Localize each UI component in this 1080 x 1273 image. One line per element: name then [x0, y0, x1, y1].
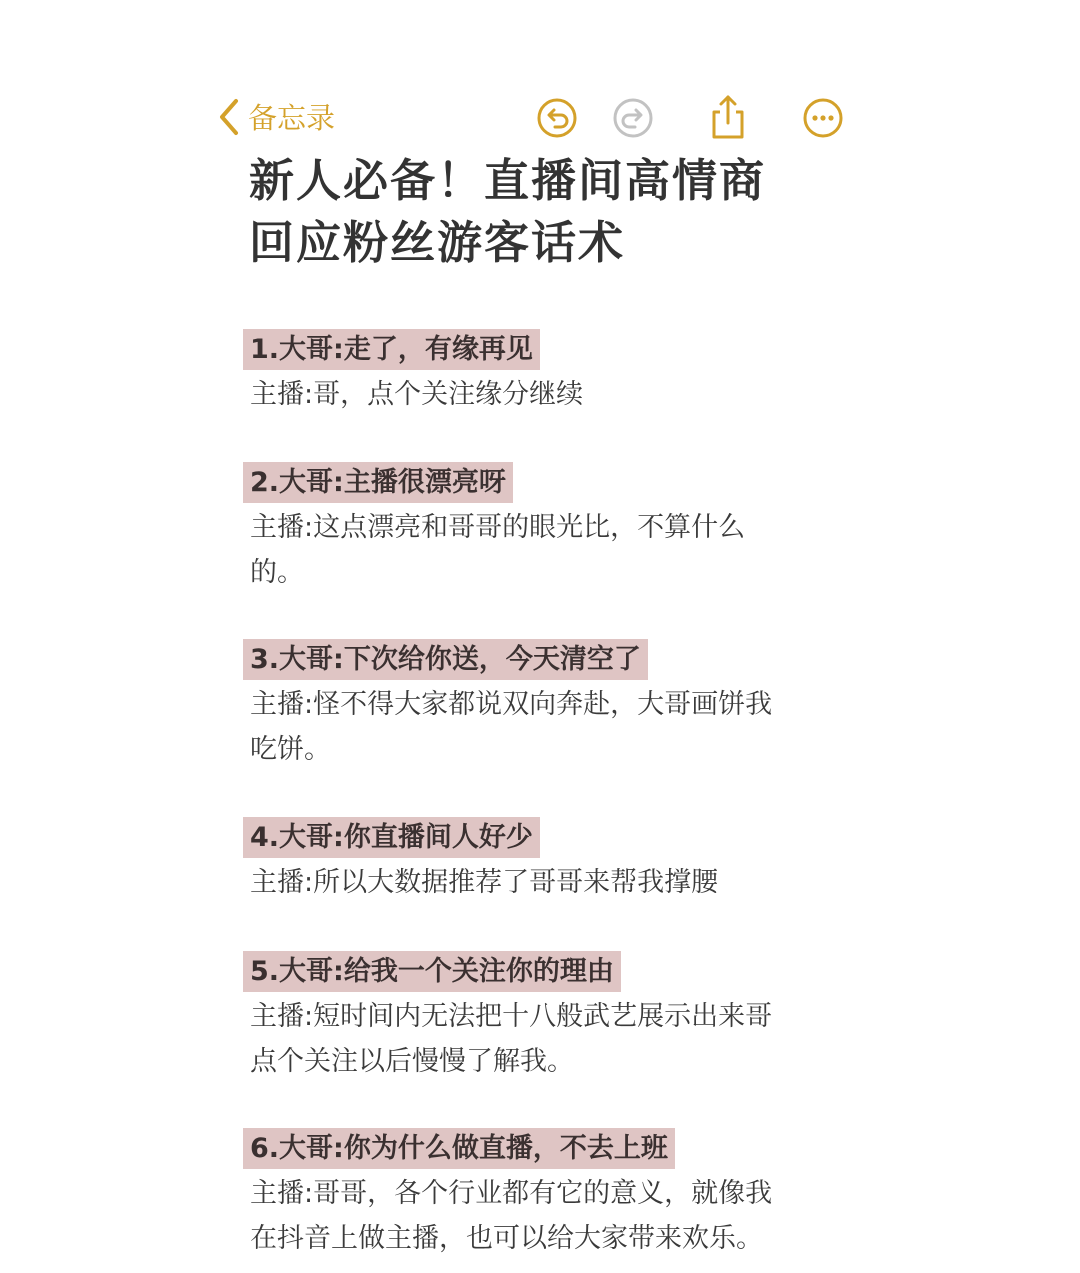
answer-text — [250, 372, 833, 417]
question-highlight: 6.大哥:你为什么做直播，不去上班 — [243, 1128, 675, 1169]
answer-line: 主播:所以大数据推荐了哥哥来帮我撑腰 — [250, 867, 719, 898]
answer-line: 主播:哥哥，各个行业都有它的意义，就像我 — [250, 1178, 773, 1209]
question-highlight: 5.大哥:给我一个关注你的理由 — [243, 951, 621, 992]
share-button[interactable] — [706, 92, 750, 136]
answer-line: 主播:这点漂亮和哥哥的眼光比，不算什么 — [250, 512, 746, 543]
title-line: 回应粉丝游客话术 — [249, 216, 626, 269]
dialogue-item — [243, 462, 833, 595]
back-label: 备忘录 — [248, 101, 336, 135]
more-icon — [801, 96, 845, 140]
redo-button[interactable] — [611, 96, 655, 140]
dialogue-item — [243, 1128, 833, 1261]
answer-line: 点个关注以后慢慢了解我。 — [250, 1046, 574, 1077]
chevron-left-icon — [218, 98, 240, 136]
back-button[interactable] — [218, 96, 335, 137]
answer-line: 主播:怪不得大家都说双向奔赴，大哥画饼我 — [250, 689, 773, 720]
dialogue-item — [243, 817, 833, 905]
undo-button[interactable] — [535, 96, 579, 140]
answer-line: 吃饼。 — [250, 734, 331, 765]
dialogue-item — [243, 329, 833, 417]
answer-line: 主播:短时间内无法把十八般武艺展示出来哥 — [250, 1001, 773, 1032]
answer-line: 主播:哥，点个关注缘分继续 — [250, 379, 584, 410]
question-highlight: 3.大哥:下次给你送，今天清空了 — [243, 639, 648, 680]
answer-text — [250, 994, 833, 1084]
share-icon — [706, 92, 750, 142]
answer-text — [250, 860, 833, 905]
answer-line: 在抖音上做主播，也可以给大家带来欢乐。 — [250, 1223, 763, 1254]
title-line: 新人必备！直播间高情商 — [249, 154, 767, 207]
answer-text — [250, 1171, 833, 1261]
answer-text — [250, 505, 833, 595]
dialogue-item — [243, 951, 833, 1084]
question-highlight: 2.大哥:主播很漂亮呀 — [243, 462, 513, 503]
question-highlight: 4.大哥:你直播间人好少 — [243, 817, 540, 858]
answer-text — [250, 682, 833, 772]
answer-line: 的。 — [250, 557, 304, 588]
question-highlight: 1.大哥:走了，有缘再见 — [243, 329, 540, 370]
redo-icon — [611, 96, 655, 140]
undo-icon — [535, 96, 579, 140]
notes-toolbar — [218, 92, 848, 146]
more-button[interactable] — [801, 96, 845, 140]
dialogue-item — [243, 639, 833, 772]
note-title — [249, 150, 849, 274]
